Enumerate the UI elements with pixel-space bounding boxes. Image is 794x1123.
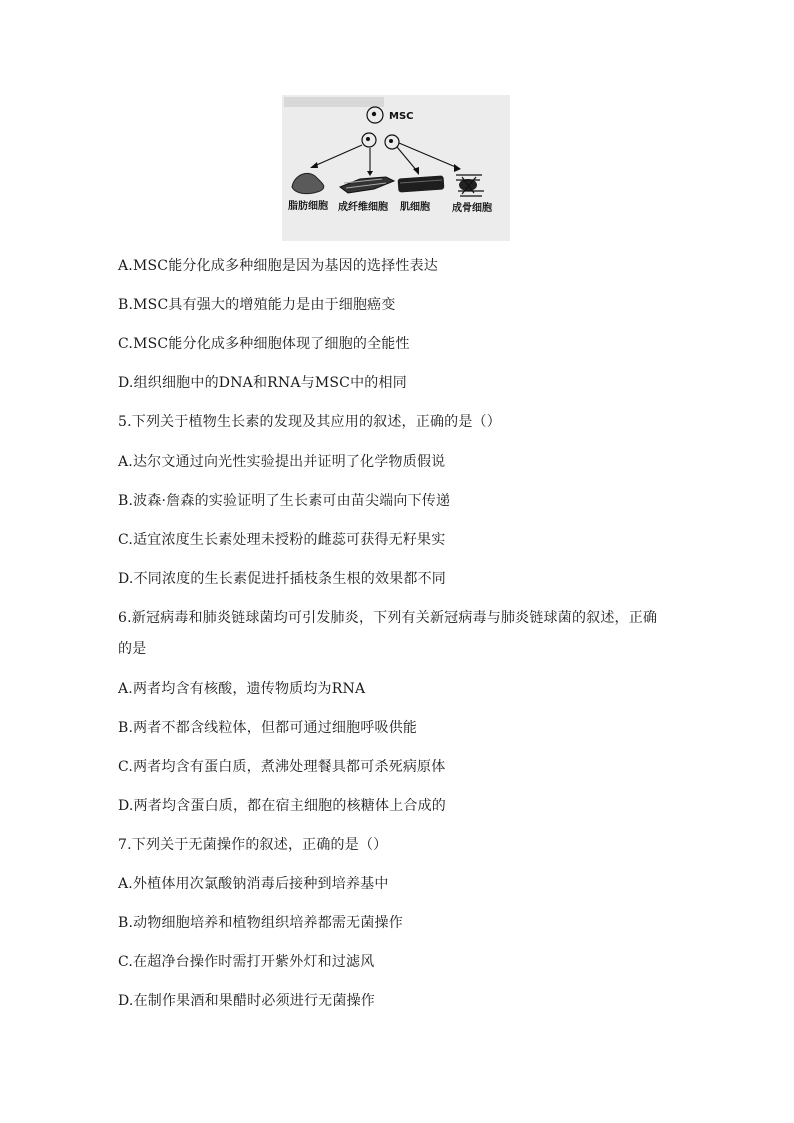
q7-option-d: D.在制作果酒和果醋时必须进行无菌操作 <box>118 993 375 1009</box>
muscle-cell-shape <box>398 175 445 192</box>
fat-cell-shape <box>292 173 324 193</box>
q4-option-d: D.组织细胞中的DNA和RNA与MSC中的相同 <box>118 375 407 391</box>
q7-option-a: A.外植体用次氯酸钠消毒后接种到培养基中 <box>118 876 389 892</box>
arrow-heads <box>310 162 461 176</box>
q5-option-c: C.适宜浓度生长素处理未授粉的雌蕊可获得无籽果实 <box>118 532 446 548</box>
fibroblast-shape <box>340 177 394 193</box>
msc-label: MSC <box>389 111 414 122</box>
fat-cell-label: 脂肪细胞 <box>288 201 328 212</box>
figure-svg <box>282 95 510 241</box>
q6-option-c: C.两者均含有蛋白质，煮沸处理餐具都可杀死病原体 <box>118 759 446 775</box>
q4-option-a: A.MSC能分化成多种细胞是因为基因的选择性表达 <box>118 258 438 274</box>
q4-option-c: C.MSC能分化成多种细胞体现了细胞的全能性 <box>118 336 410 352</box>
bone-cell-shape <box>456 175 484 196</box>
q4-option-b: B.MSC具有强大的增殖能力是由于细胞癌变 <box>118 297 396 313</box>
q6-option-a: A.两者均含有核酸，遗传物质均为RNA <box>118 681 366 697</box>
bone-cell-label: 成骨细胞 <box>452 203 492 214</box>
differentiation-arrows <box>312 143 458 171</box>
q6-stem-line2: 的是 <box>118 641 147 657</box>
q7-option-b: B.动物细胞培养和植物组织培养都需无菌操作 <box>118 915 403 931</box>
msc-differentiation-figure <box>282 95 510 241</box>
msc-cell-right <box>385 135 399 149</box>
q5-option-b: B.波森·詹森的实验证明了生长素可由苗尖端向下传递 <box>118 493 451 509</box>
q5-stem: 5.下列关于植物生长素的发现及其应用的叙述，正确的是（） <box>118 414 501 430</box>
q5-option-a: A.达尔文通过向光性实验提出并证明了化学物质假说 <box>118 454 446 470</box>
q7-stem: 7.下列关于无菌操作的叙述，正确的是（） <box>118 837 388 853</box>
q6-stem-line1: 6.新冠病毒和肺炎链球菌均可引发肺炎，下列有关新冠病毒与肺炎链球菌的叙述，正确 <box>118 610 658 626</box>
faded-header-mark <box>284 97 384 107</box>
msc-cell-top <box>367 107 383 123</box>
msc-cell-left <box>362 133 376 147</box>
q6-option-b: B.两者不都含线粒体，但都可通过细胞呼吸供能 <box>118 720 418 736</box>
q6-option-d: D.两者均含蛋白质，都在宿主细胞的核糖体上合成的 <box>118 798 446 814</box>
muscle-cell-label: 肌细胞 <box>400 202 430 213</box>
q7-option-c: C.在超净台操作时需打开紫外灯和过滤风 <box>118 954 375 970</box>
fibroblast-label: 成纤维细胞 <box>338 202 388 213</box>
q5-option-d: D.不同浓度的生长素促进扦插枝条生根的效果都不同 <box>118 571 446 587</box>
